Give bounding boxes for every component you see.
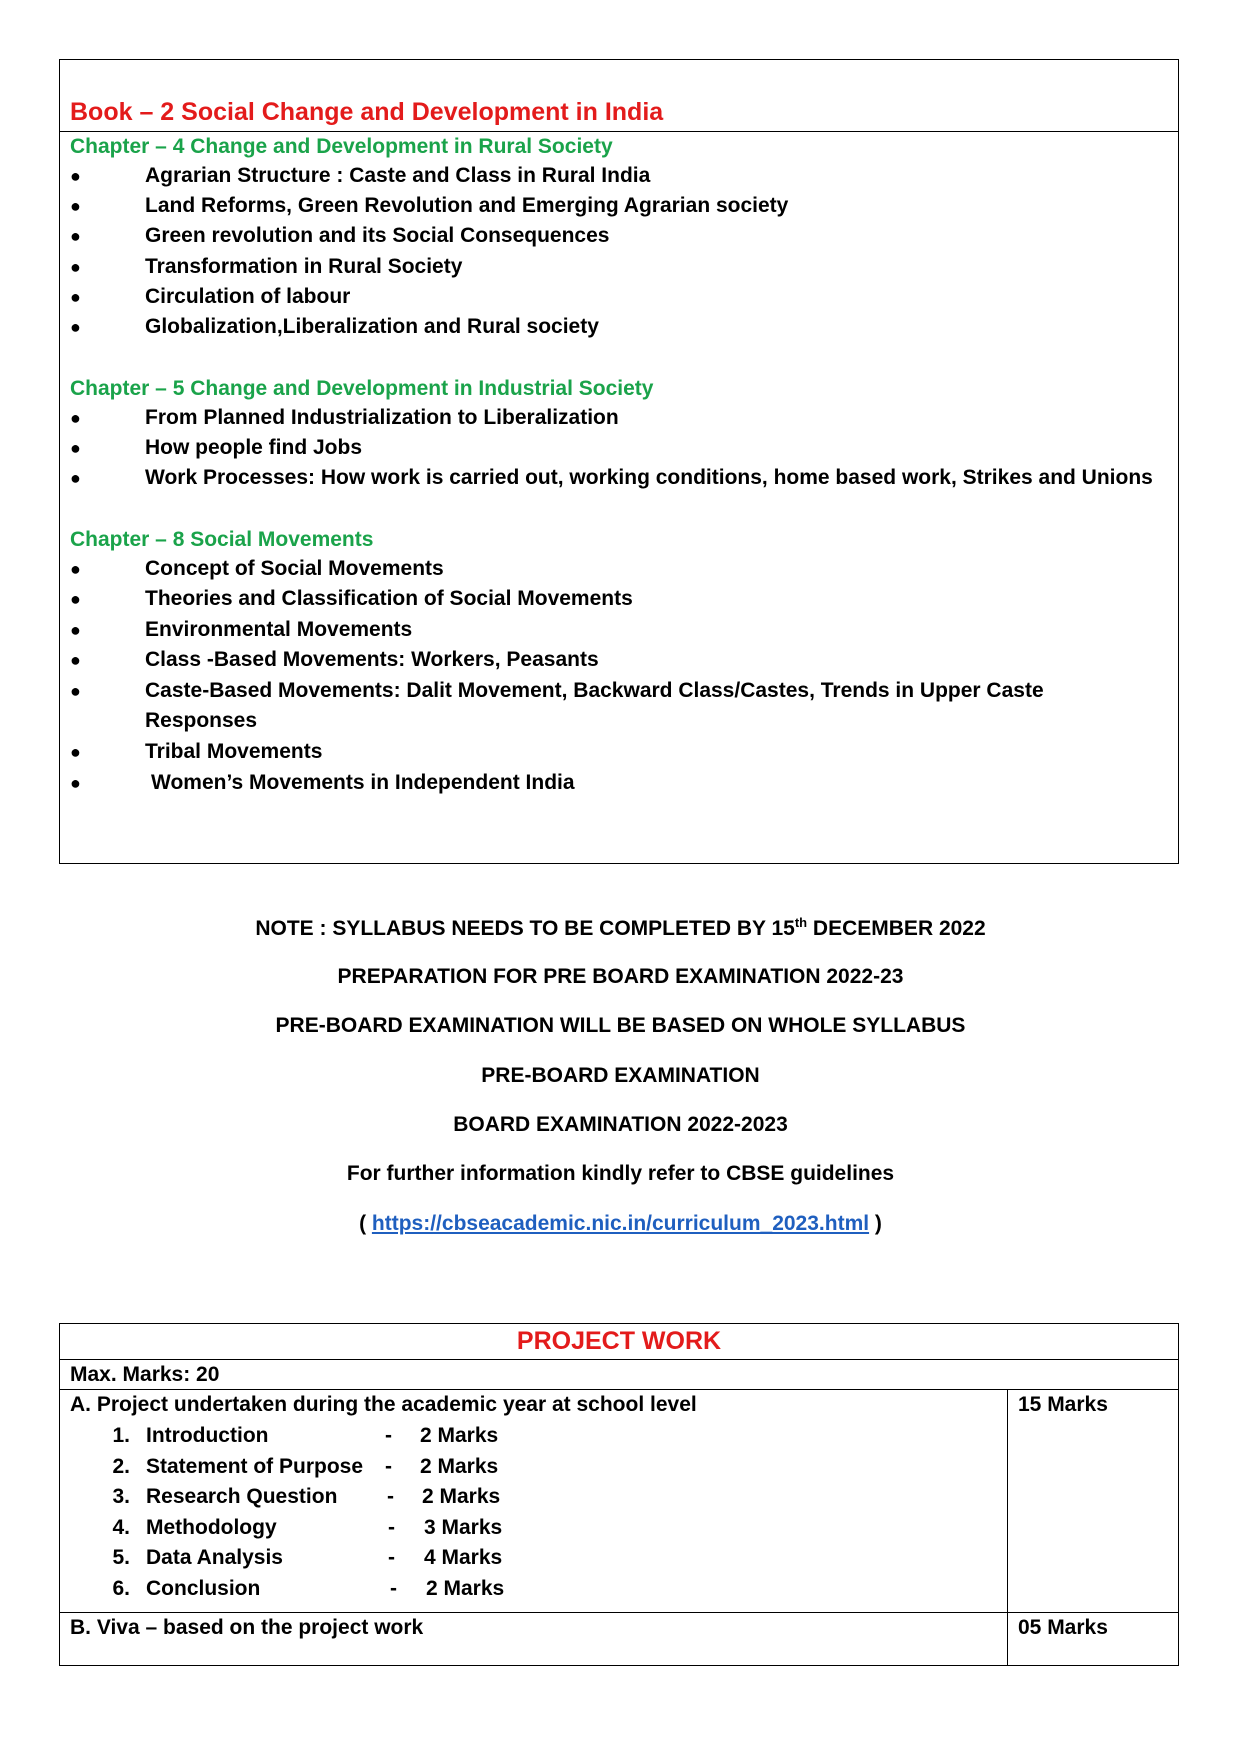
list-item: 1. Introduction - 2 Marks — [112, 1424, 499, 1447]
bullet-icon: ● — [70, 559, 81, 579]
list-item: 5. Data Analysis - 4 Marks — [112, 1546, 503, 1569]
chapter-heading: Chapter – 4 Change and Development in Rural Society — [70, 135, 613, 158]
note-line: PRE-BOARD EXAMINATION — [481, 1064, 760, 1087]
link-line: ( https://cbseacademic.nic.in/curriculum_2023.html ) — [359, 1212, 882, 1235]
list-item: ● Globalization,Liberalization and Rural society — [70, 312, 1150, 342]
list-item: 2. Statement of Purpose - 2 Marks — [112, 1454, 499, 1478]
divider — [60, 131, 1178, 132]
note-line: BOARD EXAMINATION 2022-2023 — [453, 1113, 788, 1136]
bullet-icon: ● — [70, 742, 81, 762]
bullet-icon: ● — [70, 773, 81, 793]
note-line: PREPARATION FOR PRE BOARD EXAMINATION 2022-23 — [337, 965, 904, 988]
chapter-heading: Chapter – 8 Social Movements — [70, 528, 374, 551]
bullet-icon: ● — [70, 257, 81, 277]
list-item: ● How people find Jobs — [70, 433, 1150, 463]
max-marks: Max. Marks: 20 — [60, 1360, 1178, 1390]
book-title: Book – 2 Social Change and Development in India — [70, 98, 664, 126]
bullet-icon: ● — [70, 196, 81, 216]
cbse-link[interactable]: https://cbseacademic.nic.in/curriculum_2023.html — [371, 1212, 870, 1235]
list-item: ● Environmental Movements — [70, 615, 1150, 645]
bullet-icon: ● — [70, 681, 81, 701]
list-item: ● Circulation of labour — [70, 282, 1150, 312]
part-b-marks: 05 Marks — [1018, 1616, 1108, 1639]
bullet-icon: ● — [70, 468, 81, 488]
list-item: ● Theories and Classification of Social Movements — [70, 584, 1150, 614]
list-item: ● Concept of Social Movements — [70, 554, 1150, 584]
table-row — [60, 1390, 1178, 1613]
bullet-icon: ● — [70, 650, 81, 670]
list-item: ● Women’s Movements in Independent India — [70, 768, 1150, 798]
list-item: ● Transformation in Rural Society — [70, 252, 1150, 282]
bullet-icon: ● — [70, 438, 81, 458]
note-line: For further information kindly refer to CBSE guidelines — [346, 1162, 895, 1185]
list-item: ● Land Reforms, Green Revolution and Emerging Agrarian society — [70, 191, 1150, 221]
part-a-label: A. Project undertaken during the academic year at school level — [70, 1393, 697, 1416]
chapter-heading: Chapter – 5 Change and Development in Industrial Society — [70, 377, 654, 400]
list-item: 6. Conclusion - 2 Marks — [112, 1576, 505, 1600]
part-a-marks: 15 Marks — [1018, 1393, 1108, 1416]
syllabus-box — [59, 59, 1179, 864]
bullet-icon: ● — [70, 166, 81, 186]
list-item: ● Class -Based Movements: Workers, Peasants — [70, 645, 1150, 675]
list-item: ● From Planned Industrialization to Liberalization — [70, 403, 1150, 433]
part-b-label: B. Viva – based on the project work — [70, 1616, 424, 1639]
bullet-icon: ● — [70, 408, 81, 428]
list-item: ● Green revolution and its Social Consequences — [70, 221, 1150, 251]
bullet-icon: ● — [70, 589, 81, 609]
list-item: ● Caste-Based Movements: Dalit Movement, Backward Class/Castes, Trends in Upper Caste Responses — [70, 676, 1150, 736]
list-item: 4. Methodology - 3 Marks — [112, 1515, 503, 1539]
list-item: ● Agrarian Structure : Caste and Class in Rural India — [70, 161, 1150, 191]
project-work-table — [59, 1323, 1179, 1666]
bullet-icon: ● — [70, 317, 81, 337]
note-line: PRE-BOARD EXAMINATION WILL BE BASED ON WHOLE SYLLABUS — [275, 1014, 966, 1037]
list-item: ● Tribal Movements — [70, 737, 1150, 767]
project-items — [108, 1424, 528, 1607]
bullet-icon: ● — [70, 226, 81, 246]
list-item: 3. Research Question - 2 Marks — [112, 1485, 501, 1508]
bullet-icon: ● — [70, 620, 81, 640]
note-line: NOTE : SYLLABUS NEEDS TO BE COMPLETED BY 15th DECEMBER 2022 — [255, 915, 986, 940]
bullet-icon: ● — [70, 287, 81, 307]
project-work-heading: PROJECT WORK — [60, 1324, 1178, 1360]
table-row — [60, 1613, 1178, 1665]
list-item: ● Work Processes: How work is carried out, working conditions, home based work, Strikes and Unions — [70, 463, 1150, 493]
